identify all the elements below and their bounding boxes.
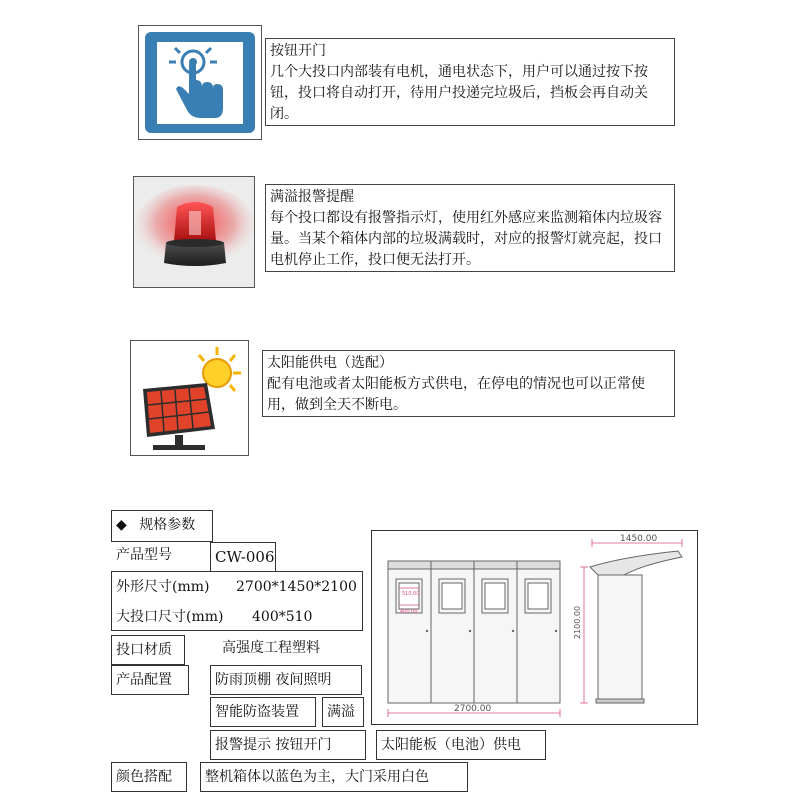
color-value: 整机箱体以蓝色为主，大门采用白色	[200, 762, 468, 792]
depth-dimension: 1450.00	[620, 534, 658, 544]
feature-desc: 配有电池或者太阳能板方式供电，在停电的情况也可以正常使用，做到全天不断电。	[267, 376, 645, 413]
config-item: 满溢	[322, 697, 364, 727]
material-value: 高强度工程塑料	[222, 640, 320, 656]
feature-image-alarm	[133, 176, 255, 288]
config-item: 报警提示 按钮开门	[210, 730, 366, 760]
feature-text-alarm	[265, 184, 675, 272]
color-label: 颜色搭配	[111, 762, 187, 792]
small-dimension: 400.00	[400, 609, 418, 615]
specs-header: ◆ 规格参数	[111, 510, 213, 542]
feature-title: 太阳能供电（选配）	[267, 355, 393, 371]
config-item: 防雨顶棚 夜间照明	[210, 665, 362, 695]
config-item: 智能防盗装置	[210, 697, 316, 727]
model-value: CW-006	[210, 542, 276, 572]
opening-value: 400*510	[252, 609, 313, 625]
feature-desc: 几个大投口内部装有电机，通电状态下，用户可以通过按下按钮，投口将自动打开，待用户投递完垃圾后，挡板会再自动关闭。	[270, 64, 648, 122]
model-label: 产品型号	[116, 547, 172, 563]
hand-press-button-icon	[145, 32, 255, 133]
material-label: 投口材质	[111, 635, 185, 665]
feature-text-solar	[262, 350, 675, 417]
size-value: 2700*1450*2100	[236, 579, 357, 595]
feature-title: 满溢报警提醒	[270, 189, 354, 205]
feature-title: 按钮开门	[270, 43, 326, 59]
technical-drawing	[371, 530, 698, 725]
solar-panel-sun-icon	[131, 341, 249, 456]
feature-image-solar	[130, 340, 249, 456]
config-label: 产品配置	[111, 665, 189, 695]
width-dimension: 2700.00	[454, 704, 492, 714]
feature-desc: 每个投口都设有报警指示灯，使用红外感应来监测箱体内垃圾容量。当某个箱体内部的垃圾满载时，对应的报警灯就亮起，投口电机停止工作，投口便无法打开。	[270, 210, 662, 268]
size-label: 外形尺寸(mm)	[116, 579, 210, 595]
bullet-icon: ◆	[116, 517, 127, 533]
feature-image-button	[138, 25, 262, 140]
opening-label: 大投口尺寸(mm)	[116, 609, 224, 625]
red-alarm-light-icon	[134, 177, 255, 288]
feature-text-button	[265, 38, 675, 126]
config-item: 太阳能板（电池）供电	[376, 730, 546, 760]
small-dimension: 510.00	[402, 591, 420, 597]
height-dimension: 2100.00	[573, 605, 582, 639]
